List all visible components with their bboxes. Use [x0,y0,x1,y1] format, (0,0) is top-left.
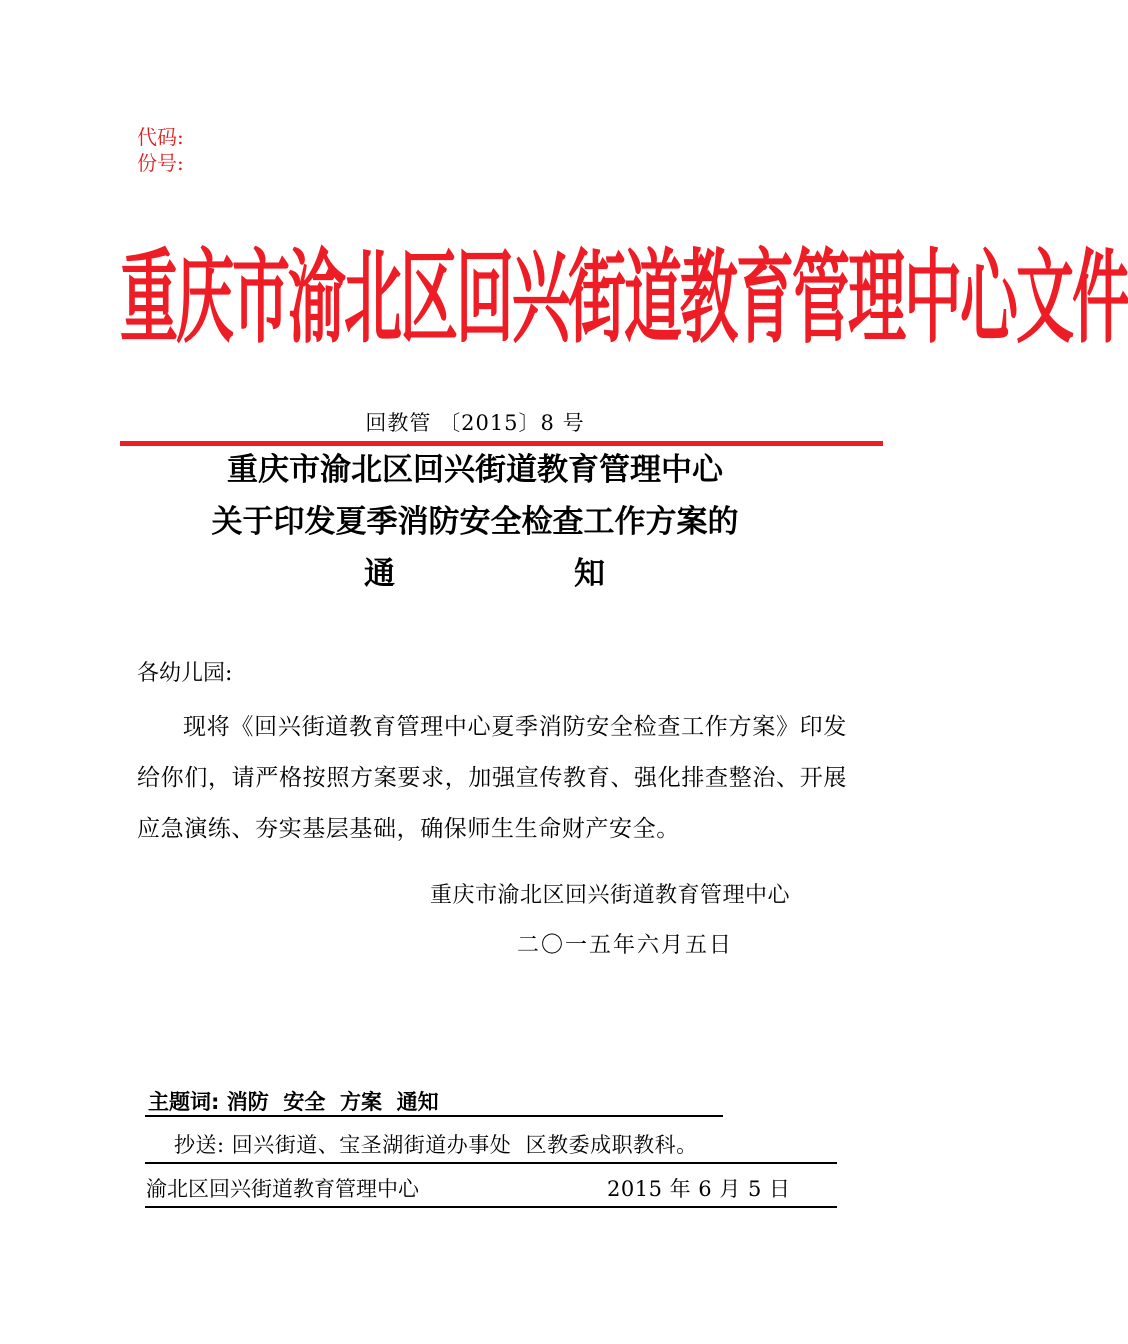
footer-date: 2015 年 6 月 5 日 [607,1177,791,1201]
notice-title-line-2: 关于印发夏季消防安全检查工作方案的 [211,504,739,540]
footer-issuer: 渝北区回兴街道教育管理中心 [146,1177,419,1201]
keywords-line: 主题词: 消防 安全 方案 通知 [148,1090,439,1114]
notice-title-tong: 通 [364,556,395,592]
cc-line: 抄送: 回兴街道、宝圣湖街道办事处 区教委成职教科。 [174,1133,698,1157]
keywords-rule [145,1115,723,1117]
code-label: 代码: [137,125,184,149]
signature-issuer: 重庆市渝北区回兴街道教育管理中心 [430,883,791,908]
signature-date: 二〇一五年六月五日 [517,933,734,958]
document-header-title: 重庆市渝北区回兴街道教育管理中心文件 [120,238,1128,358]
greeting: 各幼儿园: [137,661,233,686]
notice-title-line-1: 重庆市渝北区回兴街道教育管理中心 [227,452,723,488]
document-number: 回教管 〔2015〕8 号 [365,411,585,435]
cc-rule [145,1162,837,1164]
notice-title-zhi: 知 [574,556,605,592]
footer-rule [145,1206,837,1208]
copy-number-label: 份号: [137,151,184,175]
header-red-divider [120,441,883,446]
notice-body: 现将《回兴街道教育管理中心夏季消防安全检查工作方案》印发给你们，请严格按照方案要求，加强宣传教育、强化排查整治、开展应急演练、夯实基层基础，确保师生生命财产安全。 [137,714,847,842]
